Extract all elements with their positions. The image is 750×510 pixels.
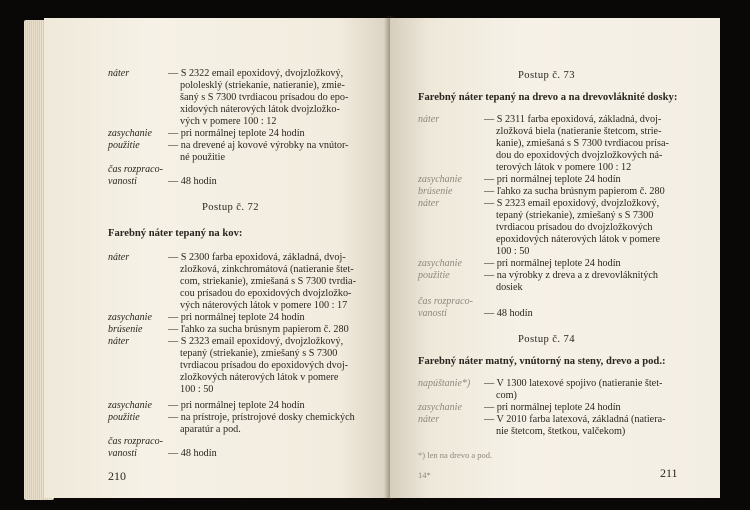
text-line: — pri normálnej teplote 24 hodín <box>484 402 621 413</box>
text-line: zložková biela (natieranie štetcom, strie- <box>496 126 662 137</box>
text-line: — na výrobky z dreva a z drevovláknitých <box>484 270 658 281</box>
text-line: — pri normálnej teplote 24 hodín <box>484 258 621 269</box>
text-line: aparatúr a pod. <box>180 424 241 435</box>
text-line: šaný s S 7300 tvrdiacou prísadou do epo- <box>180 92 349 103</box>
text-line: — V 1300 latexové spojivo (natieranie štet- <box>484 378 663 389</box>
text-line: dou do epoxidových dvojzložkových ná- <box>496 150 663 161</box>
text-line: com) <box>496 390 517 401</box>
term: napúštanie*) <box>418 378 471 389</box>
text-line: — S 2311 farba epoxidová, základná, dvoj- <box>484 114 662 125</box>
text-line: com, striekanie), zmiešaná s S 7300 tvrdia- <box>180 276 356 287</box>
left-page <box>44 18 390 498</box>
page-number: 210 <box>108 469 126 483</box>
text-line: — 48 hodín <box>168 448 217 459</box>
term: náter <box>418 198 440 209</box>
text-line: — pri normálnej teplote 24 hodín <box>484 174 621 185</box>
text-line: cou prísadou do epoxidových dvojzložko- <box>180 288 352 299</box>
text-line: zložková, zinkchromátová (natieranie štet- <box>180 264 354 275</box>
section-subheading: Farebný náter matný, vnútorný na steny, drevo a pod.: <box>418 356 666 367</box>
text-line: — ľahko za sucha brúsnym papierom č. 280 <box>484 186 665 197</box>
term: brúsenie <box>108 324 143 335</box>
term: použitie <box>418 270 450 281</box>
text-line: — 48 hodín <box>484 308 533 319</box>
term: zasychanie <box>108 312 152 323</box>
text-line: — ľahko za sucha brúsnym papierom č. 280 <box>168 324 349 335</box>
term: čas rozpraco- <box>108 436 163 447</box>
section-subheading: Farebný náter tepaný na kov: <box>108 228 243 239</box>
text-line: tvrdiacou prísadou do epoxidových dvoj- <box>180 360 349 371</box>
text-line: né použitie <box>180 152 225 163</box>
section-heading: Postup č. 73 <box>518 70 575 81</box>
signature-mark: 14* <box>418 470 431 480</box>
text-line: — S 2323 email epoxidový, dvojzložkový, <box>168 336 344 347</box>
text-line: — na prístroje, prístrojové dosky chemických <box>168 412 355 423</box>
term: vanosti <box>108 176 137 187</box>
text-line: kanie), zmiešaná s S 7300 tvrdiacou prísa- <box>496 138 669 149</box>
text-line: — na drevené aj kovové výrobky na vnútor- <box>168 140 349 151</box>
term: použitie <box>108 412 140 423</box>
section-heading: Postup č. 72 <box>202 202 259 213</box>
text-line: nie štetcom, štetkou, valčekom) <box>496 426 626 437</box>
text-line: terových látok v pomere 100 : 12 <box>496 162 632 173</box>
term: náter <box>108 68 130 79</box>
page-number: 211 <box>660 466 678 480</box>
book-spread <box>8 8 742 502</box>
text-line: tepaný (striekanie), zmiešaný s S 7300 <box>180 348 338 359</box>
text-line: pololesklý (striekanie, natieranie), zmie- <box>180 80 345 91</box>
text-line: vých náterových látok v pomere 100 : 17 <box>180 300 348 311</box>
text-line: 100 : 50 <box>180 384 214 395</box>
section-heading: Postup č. 74 <box>518 334 575 345</box>
term: zasychanie <box>108 128 152 139</box>
text-line: xidových náterových látok dvojzložko- <box>180 104 340 115</box>
text-line: — S 2322 email epoxidový, dvojzložkový, <box>168 68 344 79</box>
right-page <box>390 18 720 498</box>
term: zasychanie <box>108 400 152 411</box>
term: brúsenie <box>418 186 453 197</box>
text-line: — pri normálnej teplote 24 hodín <box>168 128 305 139</box>
text-line: 100 : 50 <box>496 246 530 257</box>
term: čas rozpraco- <box>108 164 163 175</box>
text-line: — V 2010 farba latexová, základná (natiera- <box>484 414 666 425</box>
term: náter <box>108 252 130 263</box>
term: použitie <box>108 140 140 151</box>
term: zasychanie <box>418 174 462 185</box>
text-line: — 48 hodín <box>168 176 217 187</box>
section-subheading: Farebný náter tepaný na drevo a na drevovláknité dosky: <box>418 92 678 103</box>
text-line: — S 2300 farba epoxidová, základná, dvoj- <box>168 252 346 263</box>
text-line: vých v pomere 100 : 12 <box>180 116 277 127</box>
term: náter <box>418 414 440 425</box>
text-line: — pri normálnej teplote 24 hodín <box>168 400 305 411</box>
term: zasychanie <box>418 258 462 269</box>
text-line: tvrdiacou prísadou do dvojzložkových <box>496 222 653 233</box>
text-line: — pri normálnej teplote 24 hodín <box>168 312 305 323</box>
text-line: — S 2323 email epoxidový, dvojzložkový, <box>484 198 660 209</box>
term: vanosti <box>418 308 447 319</box>
text-line: dosiek <box>496 282 523 293</box>
text-line: zložkových náterových látok v pomere <box>180 372 339 383</box>
text-line: epoxidových náterových látok v pomere <box>496 234 661 245</box>
term: náter <box>108 336 130 347</box>
term: čas rozpraco- <box>418 296 473 307</box>
term: náter <box>418 114 440 125</box>
text-line: tepaný (striekanie), zmiešaný s S 7300 <box>496 210 654 221</box>
term: zasychanie <box>418 402 462 413</box>
footnote: *) len na drevo a pod. <box>418 450 493 460</box>
term: vanosti <box>108 448 137 459</box>
